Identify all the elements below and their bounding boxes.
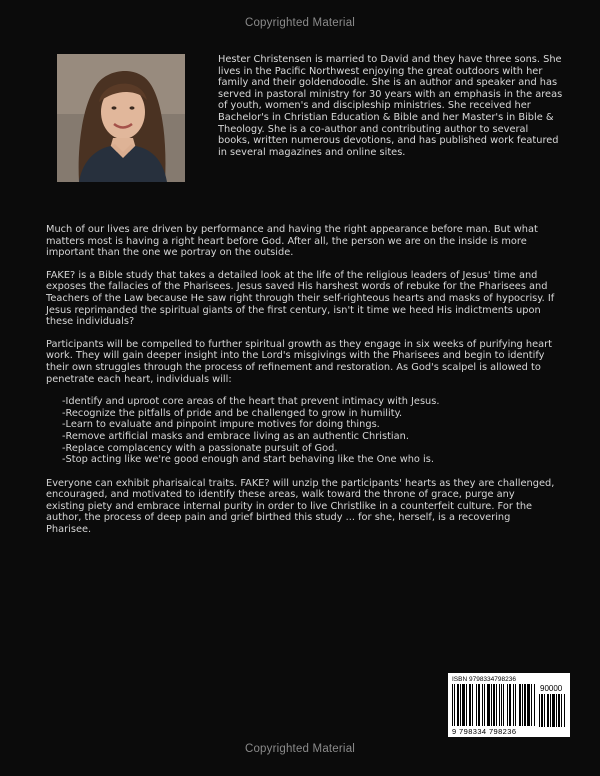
watermark-bottom: Copyrighted Material (244, 743, 356, 755)
description-paragraph-3: Participants will be compelled to further spiritual growth as they engage in six weeks of purifying heart work. They will gain deeper insight into the Lord's misgivings with the Pharisees and begin to identify their own struggles through the process of refinement and restoration. As God's scalpel is allowed to penetrate each heart, individuals will: (46, 338, 552, 385)
description-paragraph-2: FAKE? is a Bible study that takes a detailed look at the life of the religious leaders of Jesus' time and exposes the fallacies of the Pharisees. Jesus saved His harshest words of rebuke for the Pharisees and Teachers of the Law because He saw right through their self-righteous hearts and masks of hypocrisy. If Jesus reprimanded the spiritual giants of the first century, isn't it time we heed His indictments upon these individuals? (46, 269, 555, 328)
barcode-digits: 9 798334 798236 (452, 727, 517, 736)
isbn-barcode (448, 673, 570, 737)
addon-barcode-bars (539, 694, 566, 727)
list-item: -Learn to evaluate and pinpoint impure motives for doing things. (62, 419, 380, 431)
barcode-bars (452, 684, 536, 726)
author-photo (57, 54, 185, 182)
list-item: -Recognize the pitfalls of pride and be challenged to grow in humility. (62, 407, 403, 419)
outcomes-list (46, 396, 556, 466)
description (46, 224, 556, 547)
price-addon-code: 90000 (540, 684, 563, 693)
watermark-top: Copyrighted Material (244, 17, 356, 29)
isbn-label: ISBN 9798334798236 (452, 676, 516, 683)
author-portrait-icon (57, 54, 185, 182)
list-item: -Identify and uproot core areas of the heart that prevent intimacy with Jesus. (62, 396, 440, 408)
list-item: -Stop acting like we're good enough and start behaving like the One who is. (62, 454, 434, 466)
description-paragraph-1: Much of our lives are driven by performance and having the right appearance before man. But what matters most is having a right heart before God. After all, the person we are on the inside is more important than the one we portray on the outside. (46, 224, 538, 259)
list-item: -Replace complacency with a passionate pursuit of God. (62, 442, 338, 454)
description-paragraph-4: Everyone can exhibit pharisaical traits. FAKE? will unzip the participants' hearts as they are challenged, encouraged, and motivated to identify these areas, walk toward the throne of grace, purge any existing piety and embrace internal purity in order to live Christlike in a counterfeit culture. For the author, the process of deep pain and grief birthed this study ... for she, herself, is a recovering Pharisee. (46, 477, 555, 536)
list-item: -Remove artificial masks and embrace living as an authentic Christian. (62, 430, 409, 442)
author-bio: Hester Christensen is married to David and they have three sons. She lives in the Pacific Northwest enjoying the great outdoors with her family and their goldendoodle. She is an author and speaker and has served in pastoral ministry for 30 years with an emphasis in the areas of youth, women's and discipleship ministries. She received her Bachelor's in Christian Education & Bible and her Master's in Bible & Theology. She is a co-author and contributing author to several books, written numerous devotions, and has published work featured in several magazines and online sites. (218, 54, 563, 158)
